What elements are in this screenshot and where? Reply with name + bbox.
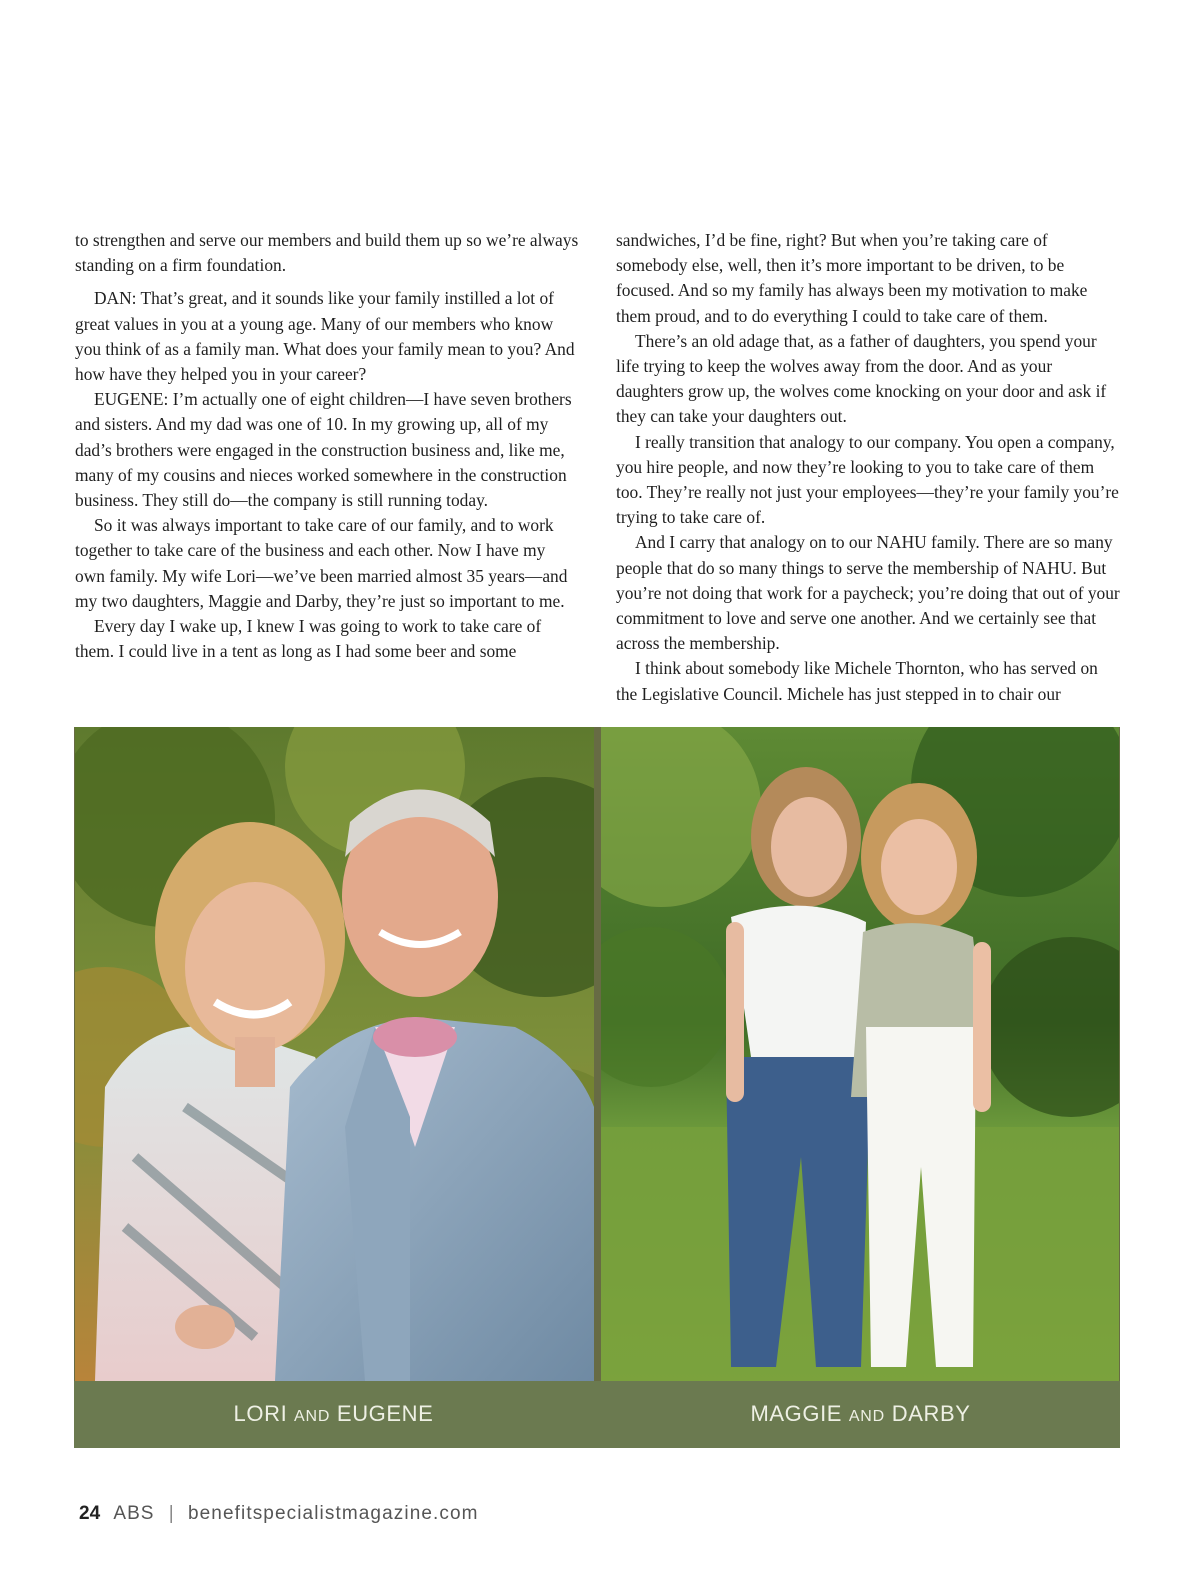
footer-separator: |: [168, 1503, 174, 1524]
caption-lori-and-eugene: [74, 1381, 593, 1448]
caption-name: EUGENE: [336, 1401, 434, 1426]
paragraph: EUGENE: I’m actually one of eight children—I have seven brothers and sisters. And my dad was one of 10. In my growing up, all of my dad’s brothers were engaged in the construction business and, like me, many of my cousins and nieces worked somewhere in the construction business. They still do—the company is still running today.: [75, 389, 572, 511]
caption-conjunction: AND: [294, 1408, 331, 1425]
photo-block: [74, 727, 1120, 1448]
paragraph: DAN: That’s great, and it sounds like your family instilled a lot of great values in you at a young age. Many of our members who know you think of as a family man. What does your family mean to you? And how have they helped you in your career?: [75, 288, 575, 385]
caption-name: MAGGIE: [750, 1401, 843, 1426]
photo-maggie-and-darby: [601, 727, 1119, 1381]
paragraph: sandwiches, I’d be fine, right? But when you’re taking care of somebody else, well, then it’s more important to be driven, to be focused. And so my family has always been my motivation to make them proud, and to do everything I could to take care of them.: [616, 230, 1088, 326]
paragraph: I really transition that analogy to our company. You open a company, you hire people, and now they’re looking to you to take care of them too. They’re really not just your employees—they’re your family you’re trying to take care of.: [616, 431, 1119, 528]
paragraph: So it was always important to take care of our family, and to work together to take care of the business and each other. Now I have my own family. My wife Lori—we’ve been married almost 35 years—and my two daughters, Maggie and Darby, they’re just so important to me.: [75, 515, 568, 611]
caption-name: LORI: [233, 1401, 288, 1426]
caption-conjunction: AND: [848, 1408, 885, 1425]
caption-bar: [74, 1381, 1120, 1448]
paragraph: And I carry that analogy on to our NAHU family. There are so many people that do so many things to serve the membership of NAHU. But you’re not doing that work for a paycheck; you’re doing that out of your commitment to love and serve one another. And we certainly see that across the membership.: [616, 532, 1120, 654]
paragraph: There’s an old adage that, as a father of daughters, you spend your life trying to keep the wolves away from the door. And as your daughters grow up, the wolves come knocking on your door and ask if they can take your daughters out.: [616, 330, 1107, 427]
photo-lori-and-eugene: [75, 727, 594, 1381]
page-footer: [79, 1503, 479, 1533]
article-column-right: [616, 228, 1120, 707]
website-link[interactable]: benefitspecialistmagazine.com: [187, 1503, 479, 1524]
page-number: 24: [79, 1503, 101, 1524]
paragraph: to strengthen and serve our members and build them up so we’re always standing on a firm foundation.: [75, 230, 579, 276]
paragraph: I think about somebody like Michele Thornton, who has served on the Legislative Council. Michele has just stepped in to chair our: [616, 658, 1098, 704]
caption-maggie-and-darby: [601, 1381, 1120, 1448]
publication-name: ABS: [113, 1503, 155, 1524]
paragraph: Every day I wake up, I knew I was going to work to take care of them. I could live in a tent as long as I had some beer and some: [75, 616, 542, 662]
article-column-left: [75, 228, 579, 664]
caption-name: DARBY: [891, 1401, 971, 1426]
